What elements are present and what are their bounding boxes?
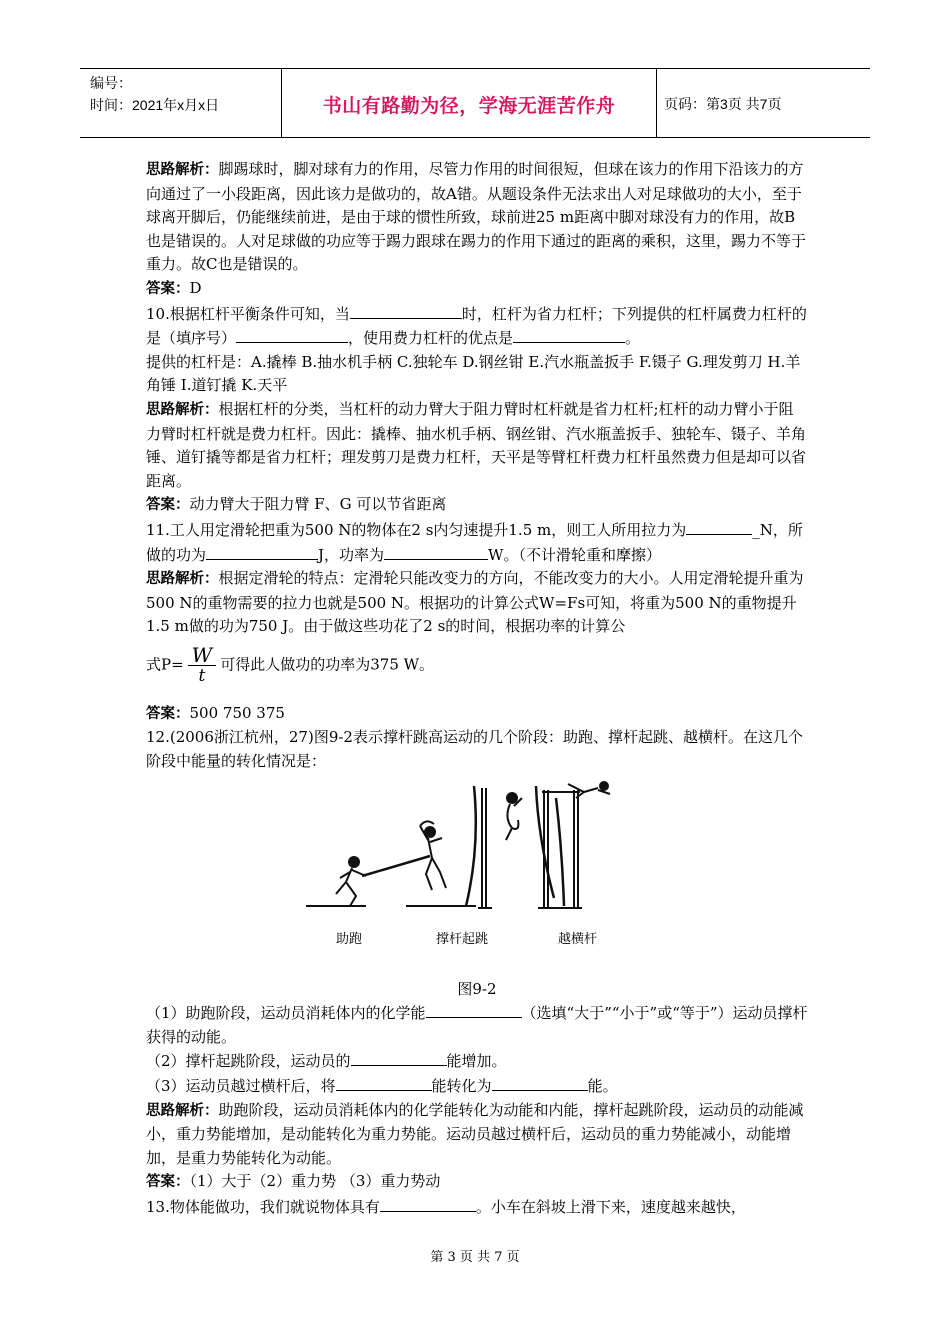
pole-vault-illustration <box>306 778 626 950</box>
q10-analysis: 思路解析：根据杠杆的分类，当杠杆的动力臂大于阻力臂时杠杆就是省力杠杆;杠杆的动力臂小于阻力臂时杠杆就是费力杠杆。因此：撬棒、抽水机手柄、钢丝钳、汽水瓶盖扳手、独轮车、镊子、羊角锤、道钉撬等都是省力杠杆；理发剪刀是费力杠杆，天平是等臂杠杆费力杠杆虽然费力但是却可以省距离。 <box>146 399 807 490</box>
page-header <box>80 68 870 138</box>
q12-sub1: （1）助跑阶段，运动员消耗体内的化学能 （选填“大于”“小于”或“等于”）运动员撑杆获得的动能。 <box>146 1001 808 1049</box>
q12-stem: 12.(2006浙江杭州，27)图9-2表示撑杆跳高运动的几个阶段：助跑、撑杆起跳、越横杆。在这几个阶段中能量的转化情况是： <box>146 728 803 771</box>
header-motto-cell <box>281 69 657 137</box>
serial-label: 编号： <box>90 75 132 91</box>
q10-stem: 10.根据杠杆平衡条件可知，当 时，杠杆为省力杠杆；下列提供的杠杆属费力杠杆的是（填序号） ，使用费力杠杆的优点是 。 <box>146 302 808 351</box>
q11-answer: 答案：500 750 375 <box>146 703 285 722</box>
q12-sub2: （2）撑杆起跳阶段，运动员的 能增加。 <box>146 1049 808 1074</box>
q10-blank-2 <box>236 326 348 343</box>
header-right-cell <box>656 69 870 137</box>
q11-blank-1 <box>686 518 752 535</box>
header-left-cell <box>80 69 280 137</box>
q10-answer: 答案：动力臂大于阻力臂 F、G 可以节省距离 <box>146 495 447 514</box>
q12-blank-4 <box>492 1074 588 1091</box>
figure-label-runup: 助跑 <box>336 931 363 947</box>
q11-analysis: 思路解析：根据定滑轮的特点：定滑轮只能改变力的方向，不能改变力的大小。人用定滑轮提升重为500 N的重物需要的拉力也就是500 N。根据功的计算公式W=Fs可知，将重为500 N的重物提升1.5 m做的功为750 J。由于做这些功花了2 s的时间，根据功率的计算公 <box>146 569 804 636</box>
q10-blank-3 <box>513 326 625 343</box>
date-line: 时间：2021年x月x日 <box>90 97 220 113</box>
q12-sub3: （3）运动员越过横杆后，将 能转化为 能。 <box>146 1074 808 1099</box>
figure-label-takeoff: 撑杆起跳 <box>436 931 489 947</box>
q11-formula-line: 式P= $\frac{W}{t}$ 可得此人做功的功率为375 W。 <box>146 642 435 686</box>
power-fraction: $\frac{W}{t}$ <box>188 645 217 686</box>
q12-analysis: 思路解析：助跑阶段，运动员消耗体内的化学能转化为动能和内能，撑杆起跳阶段，运动员的动能减小，重力势能增加，是动能转化为重力势能。运动员越过横杆后，运动员的重力势能减小，动能增加，是重力势能转化为动能。 <box>146 1100 804 1167</box>
q10-blank-1 <box>350 302 462 319</box>
q13-stem: 13.物体能做功，我们就说物体具有 。小车在斜坡上滑下来，速度越来越快， <box>146 1195 808 1220</box>
figure-caption: 图9-2 <box>457 979 497 998</box>
page-info: 页码：第3页 共7页 <box>664 96 782 112</box>
q10-options: 提供的杠杆是：A.撬棒 B.抽水机手柄 C.独轮车 D.钢丝钳 E.汽水瓶盖扳手 F.镊子 G.理发剪刀 H.羊角锤 I.道钉撬 K.天平 <box>146 352 801 395</box>
motto: 书山有路勤为径，学海无涯苦作舟 <box>322 95 616 117</box>
q11-stem: 11.工人用定滑轮把重为500 N的物体在2 s内匀速提升1.5 m，则工人所用拉力为 _N，所做的功为 J，功率为 W。（不计滑轮重和摩擦） <box>146 518 808 567</box>
q11-blank-3 <box>384 543 488 560</box>
q11-blank-2 <box>206 543 318 560</box>
page-footer: 第 3 页 共 7 页 <box>430 1250 520 1265</box>
q9-answer: 答案：D <box>146 278 202 297</box>
q12-blank-1 <box>426 1001 522 1018</box>
q12-blank-2 <box>351 1049 447 1066</box>
q12-answer: 答案：（1）大于（2）重力势 （3）重力势动 <box>146 1172 441 1191</box>
q9-analysis: 思路解析：脚踢球时，脚对球有力的作用，尽管力作用的时间很短，但球在该力的作用下沿该力的方向通过了一小段距离，因此该力是做功的，故A错。从题设条件无法求出人对足球做功的大小，至于球离开脚后，仍能继续前进，是由于球的惯性所致，球前进25 m距离中脚对球没有力的作用，故B也是错误的。人对足球做的功应等于踢力跟球在踢力的作用下通过的距离的乘积，这里，踢力不等于重力。故C也是错误的。 <box>146 160 807 274</box>
document-body <box>146 158 808 1220</box>
q13-blank-1 <box>380 1195 476 1212</box>
pole-vault-figure <box>146 778 808 978</box>
q12-blank-3 <box>336 1074 432 1091</box>
figure-label-crossbar: 越横杆 <box>558 931 598 947</box>
